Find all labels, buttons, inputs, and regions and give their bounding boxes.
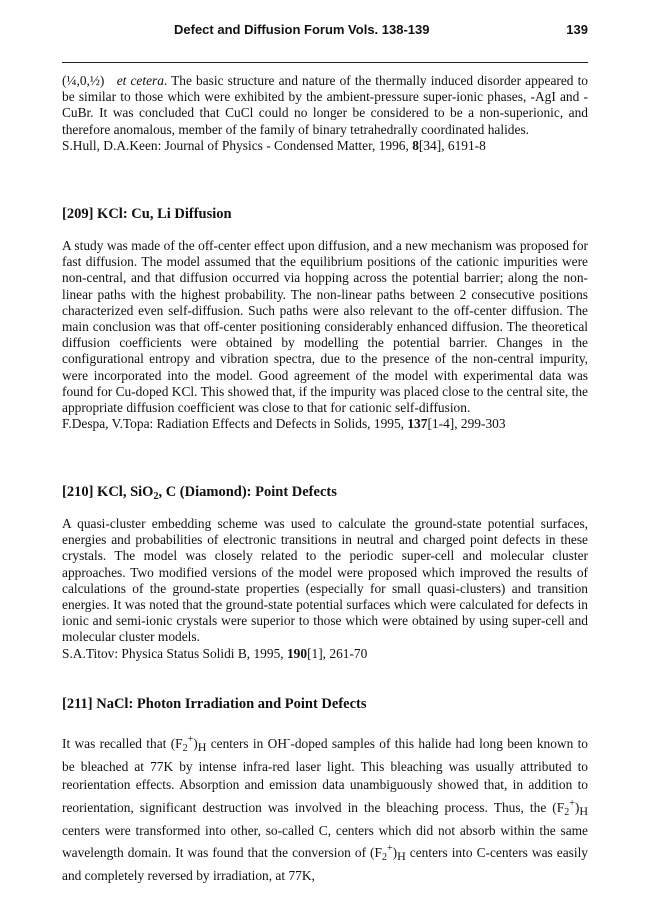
entry-211-title: [211] NaCl: Photon Irradiation and Point Defects [62, 696, 367, 712]
continuation-abstract: (¼,0,½) et cetera. The basic structure and nature of the thermally induced disorder appeared to be similar to those which were exhibited by the ambient-pressure super-ionic phases, -AgI and -CuBr. It was concluded that CuCl could no longer be considered to be a non-superionic, and therefore anomalous, member of the family of binary tetrahedrally coordinated halides. [62, 73, 588, 137]
continuation-reference: S.Hull, D.A.Keen: Journal of Physics - Condensed Matter, 1996, 8[34], 6191-8 [62, 137, 486, 153]
entry-211-block [62, 731, 588, 885]
entry-210-reference: S.A.Titov: Physica Status Solidi B, 1995, 190[1], 261-70 [62, 645, 368, 661]
header-rule [62, 62, 588, 63]
entry-210-title: [210] KCl, SiO$_2$, C (Diamond): Point Defects [62, 484, 337, 502]
entry-210-abstract: A quasi-cluster embedding scheme was used to calculate the ground-state potential surfaces, energies and probabilities of electronic transitions in neutral and charged point defects in these crystals. The model was closely related to the periodic super-cell and molecular cluster approaches. Two modified versions of the model were proposed which improved the results of calculations of the ground-state properties (especially for small quasi-clusters) and transition energies. It was noted that the ground-state potential surfaces which were calculated for defects in ionic and semi-ionic crystals were superior to those which were obtained by using super-cell and molecular cluster models. [62, 516, 588, 645]
continuation-block [62, 73, 588, 154]
entry-209-title: [209] KCl: Cu, Li Diffusion [62, 206, 232, 222]
running-head [62, 22, 588, 42]
entry-209-block [62, 238, 588, 432]
entry-209-reference: F.Despa, V.Topa: Radiation Effects and Defects in Solids, 1995, 137[1-4], 299-303 [62, 416, 506, 432]
entry-211-abstract: It was recalled that $(F_2^+)H$ centers in OH--doped samples of this halide had long been known to be bleached at 77K by intense infra-red laser light. This bleaching was usually attributed to reorientation effects. Absorption and emission data unambiguously showed that, in addition to reorientation, significant destruction was involved in the bleaching process. Thus, the $(F_2^+)H$ centers were transformed into other, so-called C, centers which did not absorb within the same wavelength domain. It was found that the conversion of $(F_2^+)H$ centers into C-centers was easily and completely reversed by irradiation, at 77K, [62, 734, 589, 884]
entry-210-block [62, 516, 588, 662]
running-title: Defect and Diffusion Forum Vols. 138-139 [174, 22, 430, 37]
entry-209-abstract: A study was made of the off-center effect upon diffusion, and a new mechanism was proposed for fast diffusion. The model assumed that the equilibrium positions of the cationic impurities were non-central, and that diffusion occurred via hopping across the potential barrier; along the non-linear paths with the highest probability. The non-linear paths between 2 consecutive positions characterized even self-diffusion. Such paths were also relevant to the off-center diffusion. The main conclusion was that off-center positioning considerably enhanced diffusion. The theoretical diffusion coefficients were obtained by modelling the potential barrier. Changes in the configurational entropy and vibration spectra, due to the presence of the non-central impurity, were incorporated into the model. Good agreement of the model with experimental data was found for Cu-doped KCl. This showed that, if the impurity was placed close to the central site, the appropriate diffusion coefficient was close to that for cationic self-diffusion. [62, 238, 588, 416]
page-number: 139 [566, 22, 588, 37]
